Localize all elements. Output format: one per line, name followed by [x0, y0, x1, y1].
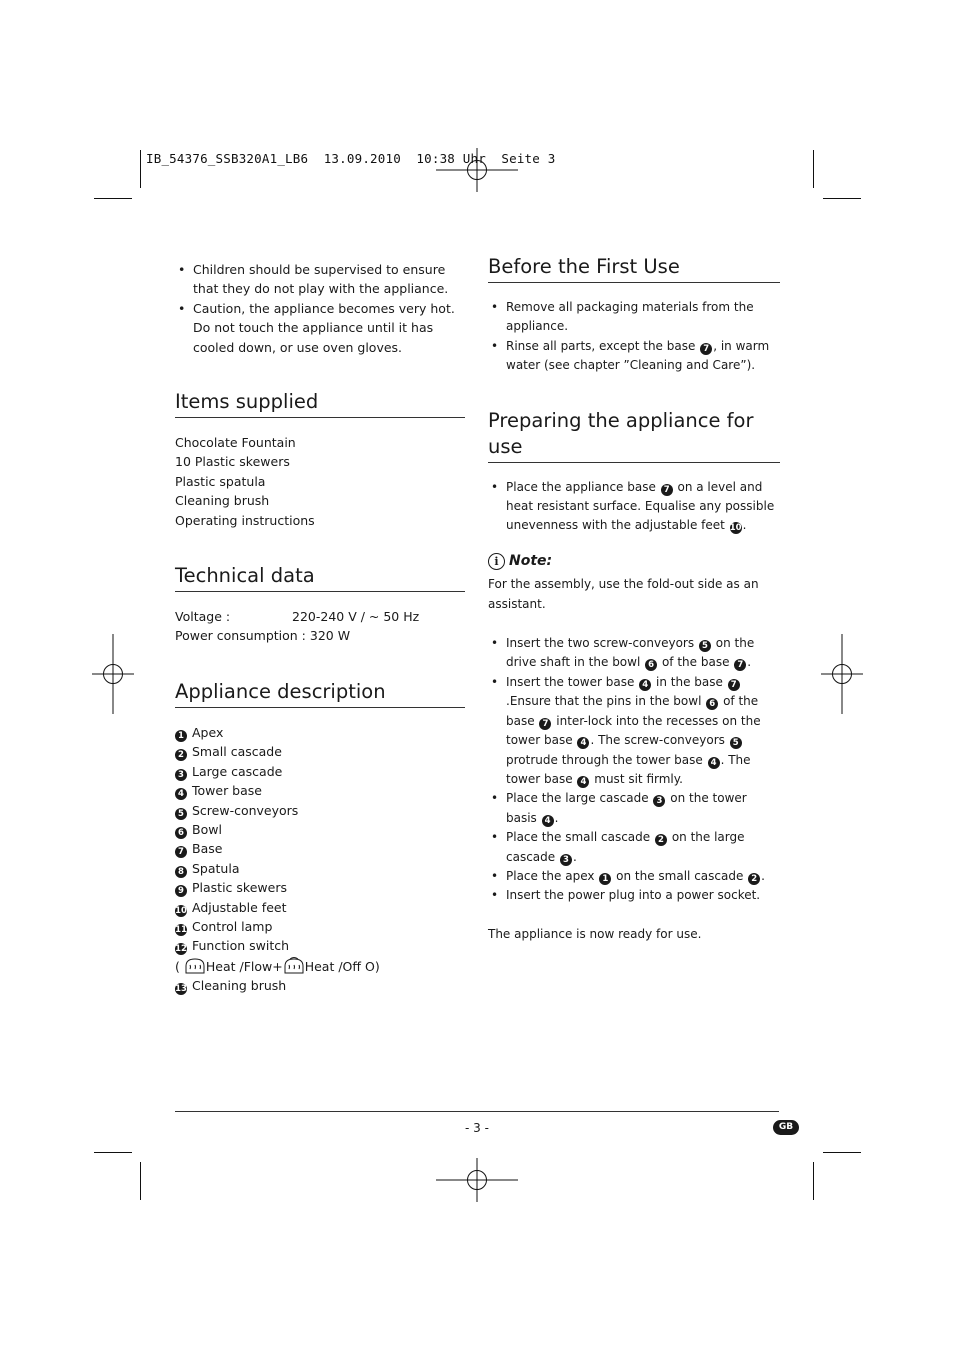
text: Insert the tower base: [506, 674, 635, 689]
list-item: [175, 898, 465, 917]
number-badge: 5: [175, 808, 187, 820]
number-badge: 4: [175, 788, 187, 800]
list-item: [175, 762, 465, 781]
text: .: [761, 868, 765, 883]
switch-heat-flow: Heat /Flow+: [205, 958, 283, 974]
preparing-intro-list: [488, 478, 780, 536]
text: must sit firmly.: [594, 771, 683, 786]
text: on the small cascade: [616, 868, 744, 883]
note-text: For the assembly, use the fold-out side as an assistant.: [488, 577, 759, 611]
number-badge: 9: [175, 885, 187, 897]
number-badge: 3: [653, 795, 665, 807]
list-item: • Insert the power plug into a power socket.: [488, 886, 780, 905]
before-first-use-list: [488, 298, 780, 376]
number-badge: 7: [175, 846, 187, 858]
text: .: [747, 655, 752, 670]
list-item: [488, 789, 780, 828]
list-item: [175, 723, 465, 742]
item-label: Tower base: [192, 783, 262, 799]
number-badge: 10: [175, 905, 187, 916]
number-badge: 7: [661, 484, 673, 496]
tech-row: [175, 607, 465, 626]
list-item: [175, 742, 465, 761]
safety-bullet: • Children should be supervised to ensure that they do not play with the appliance.: [175, 260, 465, 299]
item-label: Small cascade: [192, 744, 282, 760]
right-column: [488, 254, 780, 944]
number-badge: 10: [729, 523, 742, 534]
text: on a level and heat resistant surface. Equalise any possible unevenness with the adjustable feet: [506, 479, 775, 533]
tech-value: 320 W: [309, 628, 351, 644]
tech-row: [175, 626, 465, 645]
text: Place the appliance base: [506, 479, 656, 494]
tech-value: 220-240 V / ~ 50 Hz: [292, 609, 420, 625]
item-label: Screw-conveyors: [192, 802, 299, 818]
text: of the base: [506, 694, 759, 728]
switch-open-paren: (: [175, 958, 180, 974]
text: . The tower base: [506, 752, 751, 786]
text: Rinse all parts, except the base: [506, 338, 696, 353]
safety-bullets: [175, 260, 465, 357]
text: Place the large cascade: [506, 791, 649, 806]
item-label: Large cascade: [192, 763, 283, 779]
list-item: [488, 828, 780, 867]
list-item: [175, 859, 465, 878]
number-badge: 13: [175, 984, 187, 995]
number-badge: 5: [730, 737, 742, 749]
heat-flow-symbol-icon: [283, 956, 305, 976]
info-icon: i: [488, 553, 505, 570]
before-first-use-heading: Before the First Use: [488, 254, 780, 283]
item-label: Adjustable feet: [192, 899, 287, 915]
number-badge: 4: [577, 737, 589, 749]
number-badge: 4: [639, 679, 651, 691]
appliance-description-heading: Appliance description: [175, 679, 465, 708]
print-header: IB_54376_SSB320A1_LB6 13.09.2010 10:38 Uhr Seite 3: [146, 151, 556, 166]
list-item: [175, 917, 465, 936]
list-item: Chocolate Fountain: [175, 435, 296, 451]
note-box: [488, 552, 780, 614]
number-badge: 7: [539, 718, 551, 730]
list-item: 10 Plastic skewers: [175, 454, 290, 470]
number-badge: 12: [175, 944, 187, 955]
text: .Ensure that the pins in the bowl: [506, 694, 702, 709]
text: .: [742, 518, 747, 533]
list-item: [175, 839, 465, 858]
list-item: [175, 878, 465, 897]
number-badge: 1: [175, 730, 187, 742]
switch-modes-line: [175, 956, 465, 976]
number-badge: 5: [699, 640, 711, 652]
number-badge: 6: [706, 698, 718, 710]
footer-rule: [175, 1111, 779, 1112]
text: Insert the two screw-conveyors: [506, 636, 695, 651]
list-item: Plastic spatula: [175, 473, 266, 489]
list-item: [175, 781, 465, 800]
number-badge: 2: [748, 873, 760, 885]
registration-mark-top: [436, 148, 518, 192]
list-item: [488, 673, 780, 789]
number-badge: 3: [175, 769, 187, 781]
item-label: Base: [192, 841, 223, 857]
number-badge: 1: [599, 873, 611, 885]
list-item: [488, 478, 780, 536]
note-title: Note:: [509, 552, 553, 569]
switch-heat-off: Heat /Off O): [304, 958, 380, 974]
text: in the base: [656, 674, 723, 689]
technical-data-heading: Technical data: [175, 563, 465, 592]
number-badge: 3: [560, 854, 572, 866]
text: .: [554, 810, 559, 825]
assembly-steps-list: [488, 634, 780, 906]
number-badge: 7: [734, 659, 746, 671]
safety-bullet: • Caution, the appliance becomes very hot. Do not touch the appliance until it has cooled down, or use oven gloves.: [175, 299, 465, 357]
page-number: - 3 -: [465, 1121, 489, 1135]
items-supplied-heading: Items supplied: [175, 389, 465, 418]
text: .: [572, 849, 577, 864]
number-badge: 6: [645, 659, 657, 671]
appliance-description-list: [175, 723, 465, 996]
note-header: [488, 552, 780, 571]
text: Place the small cascade: [506, 830, 651, 845]
item-label: Control lamp: [192, 918, 273, 934]
list-item: [175, 820, 465, 839]
tech-label: Voltage :: [175, 609, 231, 625]
item-label: Cleaning brush: [192, 978, 287, 994]
text: . The screw-conveyors: [590, 733, 725, 748]
list-item: Operating instructions: [175, 512, 315, 528]
tech-label: Power consumption :: [175, 628, 306, 644]
text: protrude through the tower base: [506, 752, 703, 767]
heat-symbol-icon: [184, 956, 206, 976]
registration-mark-right: [821, 634, 863, 714]
technical-data-table: [175, 607, 465, 646]
preparing-heading: Preparing the appliance for use: [488, 408, 780, 463]
text: of the base: [661, 655, 730, 670]
text: Place the apex: [506, 868, 595, 883]
list-item: [175, 801, 465, 820]
number-badge: 4: [577, 776, 589, 788]
number-badge: 6: [175, 827, 187, 839]
number-badge: 4: [542, 815, 554, 827]
number-badge: 8: [175, 866, 187, 878]
item-label: Apex: [192, 724, 224, 740]
text: on the tower basis: [506, 791, 747, 825]
left-column: [175, 260, 465, 996]
registration-mark-left: [92, 634, 134, 714]
text: , in warm water (see chapter ”Cleaning and Care”).: [506, 338, 770, 373]
number-badge: 4: [708, 757, 720, 769]
list-item: [488, 337, 780, 376]
language-badge: GB: [773, 1120, 799, 1135]
list-item: [488, 634, 780, 673]
item-label: Bowl: [192, 821, 222, 837]
number-badge: 7: [728, 679, 740, 691]
list-item: • Remove all packaging materials from the appliance.: [488, 298, 780, 337]
item-label: Spatula: [192, 860, 240, 876]
items-supplied-list: [175, 433, 465, 530]
list-item: [175, 976, 465, 995]
number-badge: 2: [655, 834, 667, 846]
list-item: Cleaning brush: [175, 493, 270, 509]
text: on the drive shaft in the bowl: [506, 636, 755, 670]
number-badge: 11: [175, 924, 187, 935]
list-item: [488, 867, 780, 886]
registration-mark-bottom: [436, 1158, 518, 1202]
number-badge: 2: [175, 749, 187, 761]
ready-text: The appliance is now ready for use.: [488, 926, 702, 941]
item-label: Function switch: [192, 938, 290, 954]
text: inter-lock into the recesses on the tower base: [506, 713, 761, 748]
item-label: Plastic skewers: [192, 880, 287, 896]
list-item: [175, 936, 465, 955]
text: on the large cascade: [506, 830, 745, 864]
number-badge: 7: [700, 343, 712, 355]
